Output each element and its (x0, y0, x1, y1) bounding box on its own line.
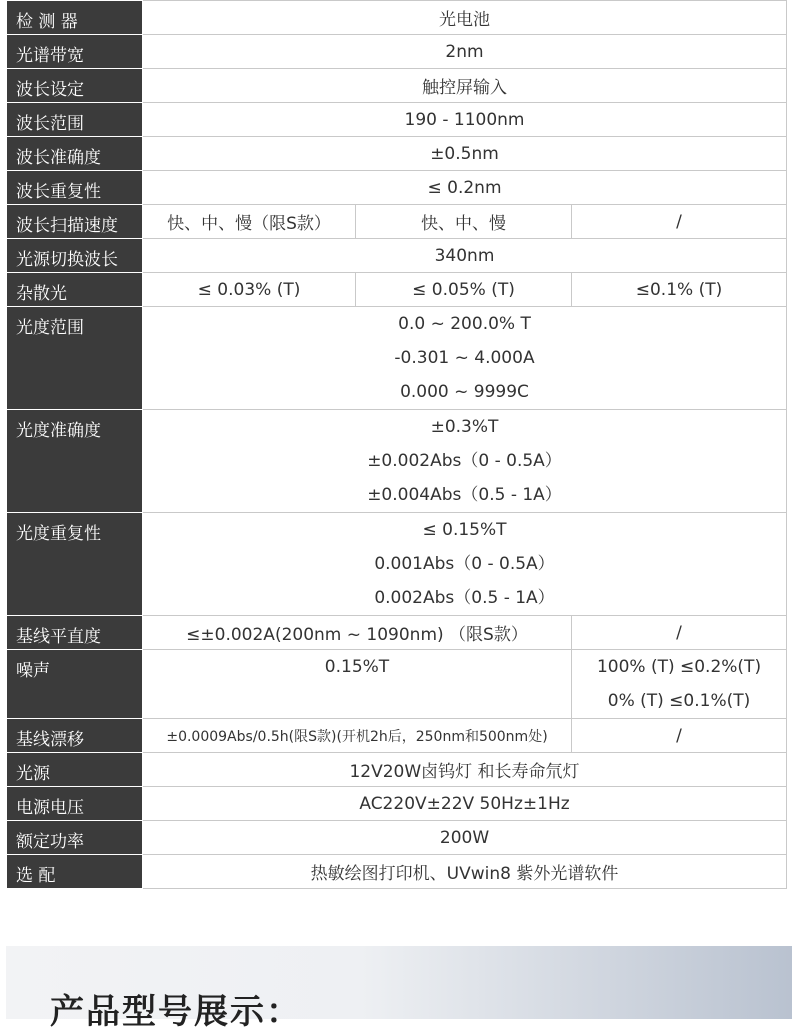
table-row (7, 513, 787, 616)
table-row (7, 171, 787, 205)
table-row (7, 1, 787, 35)
value-line: -0.301 ~ 4.000A (394, 348, 535, 368)
value-line: 0.15%T (324, 657, 390, 677)
row-value: 190 - 1100nm (143, 103, 787, 137)
row-value-col1 (143, 650, 572, 719)
table-row (7, 137, 787, 171)
row-value-col3: / (572, 205, 787, 239)
table-row (7, 307, 787, 410)
row-value-col3 (572, 650, 787, 719)
row-label: 噪声 (7, 650, 143, 719)
value-line: 0% (T) ≤0.1%(T) (607, 691, 751, 711)
row-value: 200W (143, 821, 787, 855)
row-value-col3: ≤0.1% (T) (572, 273, 787, 307)
value-line: 0.0 ~ 200.0% T (398, 314, 531, 334)
row-value-col3: / (572, 719, 787, 753)
table-row (7, 753, 787, 787)
row-value (143, 410, 787, 513)
row-value: 光电池 (143, 1, 787, 35)
row-value: 触控屏输入 (143, 69, 787, 103)
row-label: 基线平直度 (7, 616, 143, 650)
value-line: ±0.002Abs（0 - 0.5A） (367, 451, 562, 471)
table-row (7, 205, 787, 239)
value-line: 100% (T) ≤0.2%(T) (596, 657, 762, 677)
row-value-col1: 快、中、慢（限S款） (143, 205, 356, 239)
value-line: ≤ 0.15%T (422, 520, 507, 540)
row-value-col2: ≤ 0.05% (T) (356, 273, 572, 307)
row-label: 光度准确度 (7, 410, 143, 513)
row-label: 光谱带宽 (7, 35, 143, 69)
section-title: 产品型号展示： (50, 992, 302, 1032)
table-row (7, 69, 787, 103)
row-value: 2nm (143, 35, 787, 69)
row-value: ≤ 0.2nm (143, 171, 787, 205)
row-label: 基线漂移 (7, 719, 143, 753)
row-label: 波长重复性 (7, 171, 143, 205)
row-label: 选 配 (7, 855, 143, 889)
row-label: 电源电压 (7, 787, 143, 821)
value-line: ±0.3%T (430, 417, 499, 437)
row-value: AC220V±22V 50Hz±1Hz (143, 787, 787, 821)
row-value-col1: ≤±0.002A(200nm ~ 1090nm) （限S款） (143, 616, 572, 650)
row-label: 波长准确度 (7, 137, 143, 171)
table-row (7, 410, 787, 513)
spec-table (6, 0, 787, 889)
row-label: 额定功率 (7, 821, 143, 855)
row-value: 12V20W卤钨灯 和长寿命氘灯 (143, 753, 787, 787)
row-label: 检 测 器 (7, 1, 143, 35)
row-value: 340nm (143, 239, 787, 273)
row-value (143, 513, 787, 616)
table-row (7, 103, 787, 137)
row-label: 波长设定 (7, 69, 143, 103)
table-row (7, 821, 787, 855)
row-label: 光度范围 (7, 307, 143, 410)
row-value-col1: ≤ 0.03% (T) (143, 273, 356, 307)
table-row (7, 239, 787, 273)
value-line: 0.002Abs（0.5 - 1A） (374, 588, 555, 608)
row-label: 波长范围 (7, 103, 143, 137)
table-row (7, 650, 787, 719)
value-line: 0.001Abs（0 - 0.5A） (374, 554, 555, 574)
row-value-col3: / (572, 616, 787, 650)
table-row (7, 787, 787, 821)
row-value: 热敏绘图打印机、UVwin8 紫外光谱软件 (143, 855, 787, 889)
table-row (7, 719, 787, 753)
value-line: ±0.004Abs（0.5 - 1A） (367, 485, 562, 505)
row-value-col1: ±0.0009Abs/0.5h(限S款)(开机2h后，250nm和500nm处) (143, 719, 572, 753)
row-label: 波长扫描速度 (7, 205, 143, 239)
row-value-col2: 快、中、慢 (356, 205, 572, 239)
row-label: 光源切换波长 (7, 239, 143, 273)
table-row (7, 616, 787, 650)
row-value (143, 307, 787, 410)
table-row (7, 855, 787, 889)
row-label: 光度重复性 (7, 513, 143, 616)
row-value: ±0.5nm (143, 137, 787, 171)
table-row (7, 35, 787, 69)
section-banner (6, 946, 792, 1032)
table-row (7, 273, 787, 307)
value-line: 0.000 ~ 9999C (400, 382, 529, 402)
row-label: 杂散光 (7, 273, 143, 307)
row-label: 光源 (7, 753, 143, 787)
